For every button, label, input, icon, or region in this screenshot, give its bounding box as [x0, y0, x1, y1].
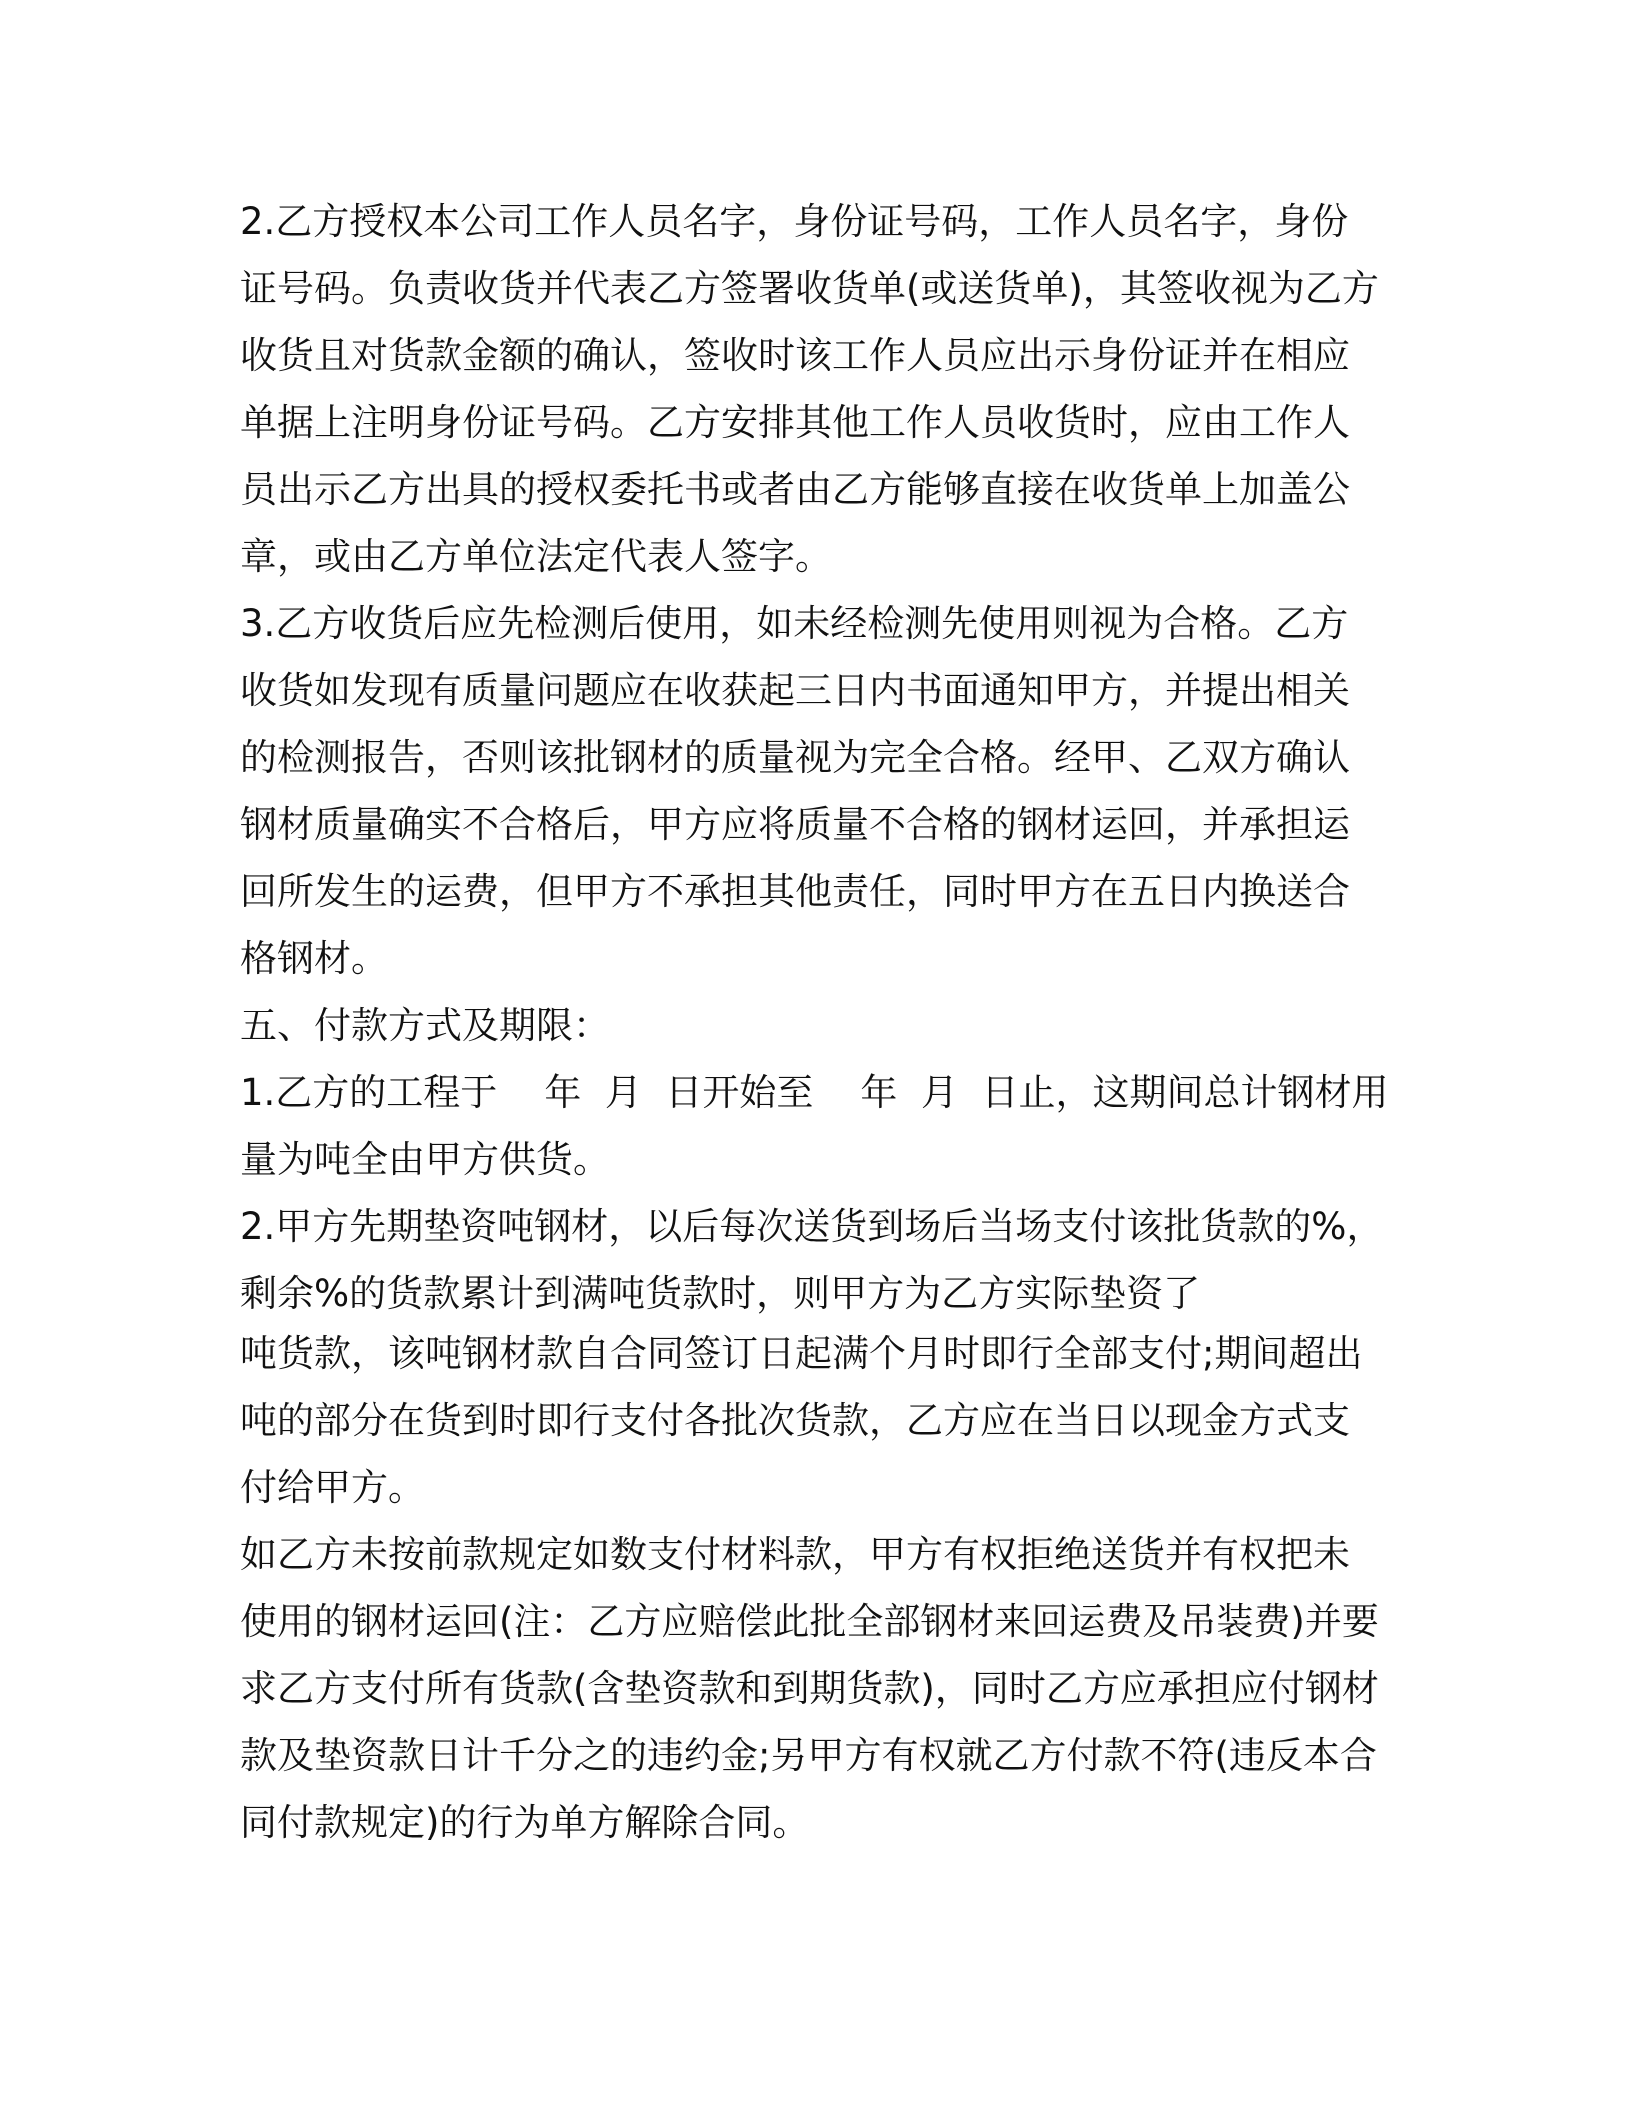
text-line: 付给甲方。 — [240, 1466, 425, 1509]
document-body — [240, 188, 1400, 1856]
text-line: 收货且对货款金额的确认，签收时该工作人员应出示身份证并在相应 — [240, 334, 1350, 377]
text-line: 3.乙方收货后应先检测后使用，如未经检测先使用则视为合格。乙方 — [240, 602, 1349, 645]
text-line: 收货如发现有质量问题应在收获起三日内书面通知甲方，并提出相关 — [240, 669, 1350, 712]
text-line: 吨的部分在货到时即行支付各批次货款，乙方应在当日以现金方式支 — [240, 1399, 1350, 1442]
text-line: 的检测报告，否则该批钢材的质量视为完全合格。经甲、乙双方确认 — [240, 736, 1350, 779]
text-line: 使用的钢材运回(注：乙方应赔偿此批全部钢材来回运费及吊装费)并要 — [240, 1600, 1379, 1643]
text-line: 证号码。负责收货并代表乙方签署收货单(或送货单)，其签收视为乙方 — [240, 267, 1379, 310]
text-line: 章，或由乙方单位法定代表人签字。 — [240, 535, 832, 578]
text-line: 员出示乙方出具的授权委托书或者由乙方能够直接在收货单上加盖公 — [240, 468, 1350, 511]
text-line: 单据上注明身份证号码。乙方安排其他工作人员收货时，应由工作人 — [240, 401, 1350, 444]
text-line: 2.乙方授权本公司工作人员名字，身份证号码，工作人员名字，身份 — [240, 200, 1349, 243]
text-line: 款及垫资款日计千分之的违约金;另甲方有权就乙方付款不符(违反本合 — [240, 1734, 1377, 1777]
text-line: 吨货款，该吨钢材款自合同签订日起满个月时即行全部支付;期间超出 — [240, 1332, 1363, 1375]
section-heading: 五、付款方式及期限： — [240, 1004, 610, 1047]
text-line: 钢材质量确实不合格后，甲方应将质量不合格的钢材运回，并承担运 — [240, 803, 1350, 846]
text-line: 求乙方支付所有货款(含垫资款和到期货款)，同时乙方应承担应付钢材 — [240, 1667, 1379, 1710]
text-line: 1.乙方的工程于 年 月 日开始至 年 月 日止，这期间总计钢材用 — [240, 1071, 1389, 1114]
text-line: 量为吨全由甲方供货。 — [240, 1138, 610, 1181]
text-line: 剩余%的货款累计到满吨货款时，则甲方为乙方实际垫资了 — [240, 1272, 1201, 1315]
text-line: 回所发生的运费，但甲方不承担其他责任，同时甲方在五日内换送合 — [240, 870, 1350, 913]
text-line: 2.甲方先期垫资吨钢材，以后每次送货到场后当场支付该批货款的%， — [240, 1205, 1384, 1248]
text-line: 同付款规定)的行为单方解除合同。 — [240, 1801, 810, 1844]
text-line: 如乙方未按前款规定如数支付材料款，甲方有权拒绝送货并有权把未 — [240, 1533, 1350, 1576]
text-line: 格钢材。 — [240, 937, 388, 980]
